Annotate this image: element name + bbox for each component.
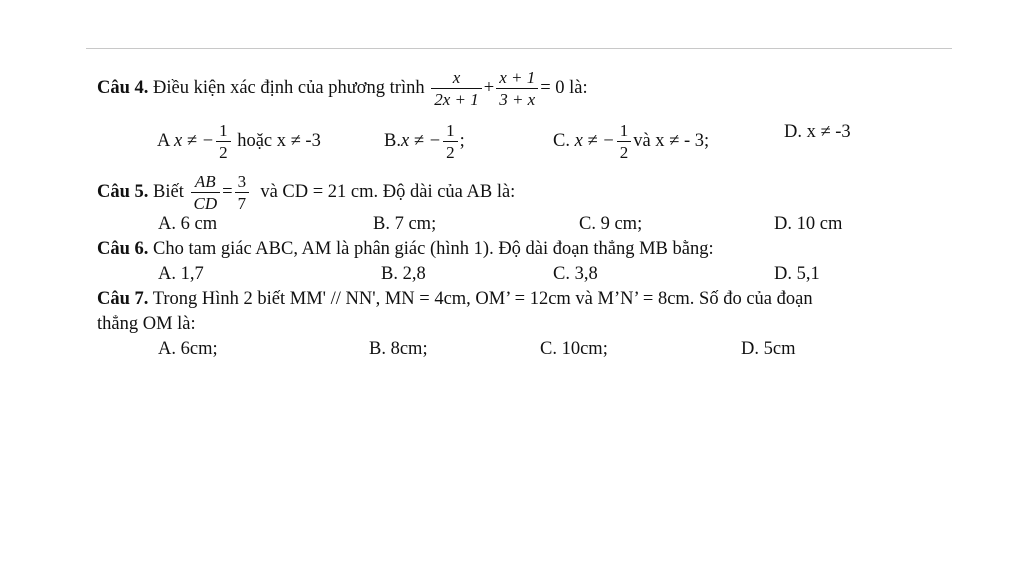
question-6-line [97,238,714,260]
question-7-line [97,288,813,310]
fraction-numerator: 1 [617,121,632,142]
fraction-numerator: AB [191,172,221,193]
question-7-line-2: thẳng OM là: [97,314,196,334]
question-5-fraction-1 [191,172,221,213]
option-inequality: x ≠ − [574,130,615,151]
question-5-tail: và CD = 21 cm. Độ dài của AB là: [260,181,516,202]
option-letter: C. [553,130,570,151]
option-letter: A [157,130,170,151]
question-4-text: Điều kiện xác định của phương trình [153,77,425,98]
question-5-line [97,172,515,213]
option-suffix: và x ≠ - 3; [633,130,710,151]
question-6-option-d: D. 5,1 [774,264,820,284]
option-suffix: ; [459,130,465,151]
question-4-label: Câu 4. [97,77,149,98]
question-5-option-d: D. 10 cm [774,214,843,234]
question-7-label: Câu 7. [97,289,149,309]
option-fraction [216,121,231,162]
question-6-option-a: A. 1,7 [158,264,204,284]
fraction-numerator: 1 [443,121,458,142]
fraction-denominator: 3 + x [499,90,536,109]
question-4-option-c [553,121,709,162]
question-4-option-b [384,121,465,162]
fraction-numerator: x + 1 [496,68,538,89]
question-4-fraction-1 [431,68,482,109]
fraction-denominator: 2 [619,143,629,162]
option-suffix: hoặc x ≠ -3 [237,130,321,151]
fraction-numerator: 1 [216,121,231,142]
question-7-option-b: B. 8cm; [369,339,428,359]
top-divider [86,48,952,49]
equals-sign: = [222,181,233,202]
option-fraction [443,121,458,162]
question-7-option-c: C. 10cm; [540,339,608,359]
option-inequality: x ≠ − [400,130,442,151]
option-inequality: x ≠ − [173,130,215,151]
question-7-text: Trong Hình 2 biết MM' // NN', MN = 4cm, OM’ = 12cm và M’N’ = 8cm. Số đo của đoạn [152,289,813,309]
question-5-fraction-2 [235,172,250,213]
fraction-denominator: 2 [219,143,228,162]
fraction-denominator: 7 [237,194,247,213]
question-7-option-a: A. 6cm; [158,339,218,359]
question-5-option-b: B. 7 cm; [373,214,437,234]
option-fraction [617,121,632,162]
fraction-denominator: 2x + 1 [434,90,479,109]
question-4-fraction-2 [496,68,538,109]
equals-zero: = 0 [540,77,565,98]
fraction-denominator: CD [193,194,218,213]
question-6-option-c: C. 3,8 [553,264,598,284]
question-4-option-a [157,121,321,162]
fraction-denominator: 2 [446,143,455,162]
question-6-label: Câu 6. [97,239,149,259]
question-6-option-b: B. 2,8 [381,264,426,284]
fraction-numerator: 3 [235,172,250,193]
question-4-option-d: D. x ≠ -3 [784,122,851,142]
question-4-line [97,68,588,109]
question-5-option-c: C. 9 cm; [579,214,643,234]
fraction-numerator: x [431,68,482,89]
plus-sign: + [483,77,495,98]
question-5-option-a: A. 6 cm [158,214,218,234]
question-7-option-d: D. 5cm [741,339,796,359]
question-6-text: Cho tam giác ABC, AM là phân giác (hình 1). Độ dài đoạn thẳng MB bằng: [153,239,714,259]
question-5-label: Câu 5. [97,181,149,202]
option-letter: B. [384,130,401,151]
question-4-tail: là: [569,77,588,98]
question-5-text: Biết [153,181,184,202]
